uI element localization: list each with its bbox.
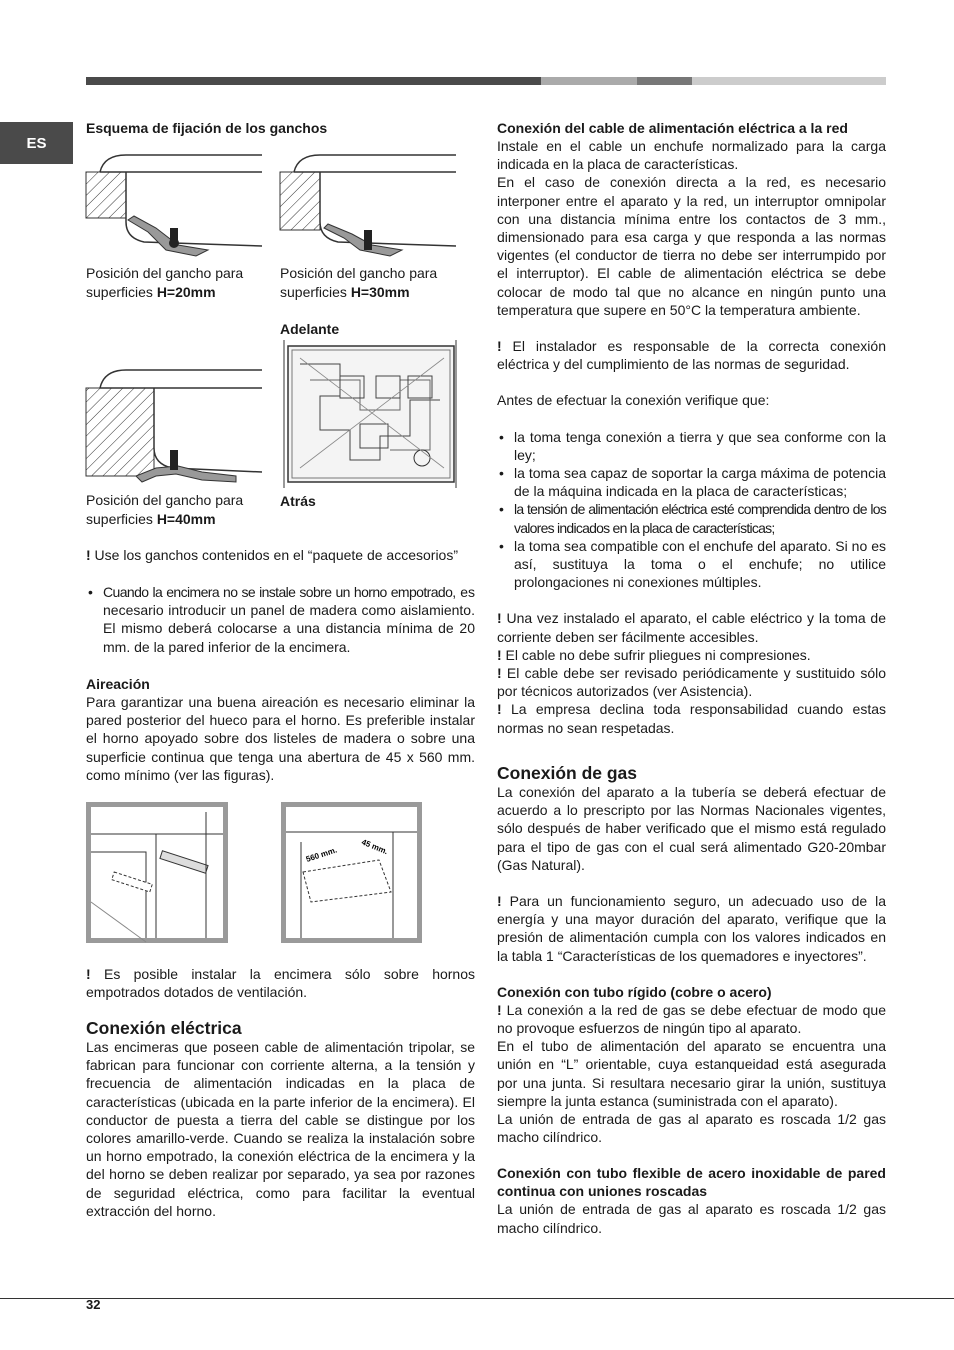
check-item: • la toma sea compatible con el enchufe del aparato. Si no es así, sustituya la toma o el enchufe; no utilice prolongaciones ni conexiones múltiples. [497,537,886,592]
rigid-note: ! La conexión a la red de gas se debe efectuar de modo que no provoque esfuerzos de ningún tipo al aparato. [497,1001,886,1036]
ventilation-section [86,675,475,784]
verify-intro: Antes de efectuar la conexión verifique que: [497,392,770,409]
note-item: ! El cable debe ser revisado periódicamente y sustituido sólo por técnicos autorizados (ver Asistencia). [497,665,886,700]
dimension-45: 45 mm. [360,837,390,857]
front-label: Adelante [280,321,340,337]
note-hooks: ! Use los ganchos contenidos en el “paquete de accesorios” [86,547,459,563]
header-bar-mid [541,77,637,85]
cable-text-2: En el caso de conexión directa a la red, es necesario interponer entre el aparato y la red, un interruptor omnipolar con una distancia mínima entre los contactos de 3 mm., dimensionado para esa carga y que responda a las normas vigentes (el conductor de tierra no debe ser interrumpido por el interruptor). El cable de alimentación eléctrica se debe colocar de modo tal que no alcance en ningún punto una temperatura que supere en 50°C la temperatura ambiente. [497,174,886,318]
right-column [497,119,886,1237]
note-ovens: ! Es posible instalar la encimera sólo sobre hornos empotrados dotados de ventilación. [86,966,475,1001]
electric-text: Las encimeras que poseen cable de alimentación tripolar, se fabrican para funcionar con corriente alterna, a la tensión y frecuencia de alimentación indicadas en la placa de características (ubicada en la parte inferior de la encimera). El conductor de puesta a tierra del cable se distingue por los colores amarillo-verde. Cuando se realiza la instalación sobre un horno empotrado, la conexión eléctrica de la encimera y la del horno se deben realizar por separado, ya sea por razones de seguridad eléctrica, como para facilitar la eventual extracción del horno. [86,1039,475,1219]
note-item: ! El cable no debe sufrir pliegues ni compresiones. [497,646,811,663]
hook-diagram-h40 [86,368,262,486]
cable-title: Conexión del cable de alimentación eléctrica a la red [497,120,848,136]
check-item: • la toma sea capaz de soportar la carga máxima de potencia de la máquina indicada en la placa de características; [497,464,886,500]
note-item: ! La empresa declina toda responsabilidad cuando estas normas no sean respetadas. [497,701,886,736]
footer-rule [0,1298,954,1299]
check-item: • la tensión de alimentación eléctrica esté comprendida dentro de los valores indicados en la placa de características; [497,500,886,536]
language-tab: ES [0,122,73,164]
back-label: Atrás [280,493,316,509]
hook20-caption: Posición del gancho para superficies H=20mm [86,265,244,300]
cable-text-1: Instale en el cable un enchufe normalizado para la carga indicada en la placa de características. [497,138,886,173]
rigid-title: Conexión con tubo rígido (cobre o acero) [497,983,772,1000]
bullet-wood-panel: • Cuando la encimera no se instale sobre un horno empotrado, es necesario introducir un panel de madera como aislamiento. El mismo deberá colocarse a una distancia mínima de 20 mm. de la pared inferior de la encimera. [86,583,475,656]
gas-title: Conexión de gas [497,762,638,783]
header-bar-light [692,77,886,85]
hook40-caption: Posición del gancho para superficies H=40mm [86,492,244,527]
header-bar-accent [637,77,692,85]
header-bar-dark [86,77,541,85]
flex-text: La unión de entrada de gas al aparato es roscada 1/2 gas macho cilíndrico. [497,1201,886,1236]
electric-section [86,1018,475,1220]
gas-text: La conexión del aparato a la tubería se deberá efectuar de acuerdo a lo prescripto por las Normas Nacionales vigentes, sólo después de haber verificado que el mismo está regulado para el tipo de gas con el cual será alimentado G20-20mbar (Gas Natural). [497,783,886,873]
page-number: 32 [86,1297,101,1312]
hob-underside-diagram [280,340,460,488]
electric-title: Conexión eléctrica [86,1018,242,1038]
rigid-text-2: La unión de entrada de gas al aparato es roscada 1/2 gas macho cilíndrico. [497,1110,886,1146]
ventilation-text: Para garantizar una buena aireación es necesario eliminar la pared posterior del hueco para el horno. Es preferible instalar el horno apoyado sobre dos listeles de madera o sobre una superficie continua que tenga una abertura de 45 x 560 mm. como mínimo (ver las figuras). [86,694,475,783]
ventilation-figure-2 [281,802,422,943]
gas-note: ! Para un funcionamiento seguro, un adecuado uso de la energía y una mayor duración del aparato, verifique que la presión de alimentación cumpla con los valores indicados en la tabla 1 “Características de los quemadores e inyectores”. [497,892,886,964]
note-item: ! Una vez instalado el aparato, el cable eléctrico y la toma de corriente deben ser fácilmente accesibles. [497,610,886,645]
check-item: • la toma tenga conexión a tierra y que sea conforme con la ley; [497,428,886,464]
ventilation-title: Aireación [86,676,150,692]
dimension-560: 560 mm. [304,845,339,864]
rigid-text-1: En el tubo de alimentación del aparato se encuentra una unión en “L” orientable, cuya estanqueidad está asegurada por una junta. Si resultara necesario girar la unión, sustituya siempre la junta estanca (suministrada con el aparato). [497,1038,886,1109]
note-installer: ! El instalador es responsable de la correcta conexión eléctrica y del cumplimiento de las normas de seguridad. [497,338,886,373]
hook30-caption: Posición del gancho para superficies H=30mm [280,265,438,300]
ventilation-figure-1 [86,802,228,943]
hook-diagram-h30 [280,150,456,260]
hooks-title: Esquema de fijación de los ganchos [86,120,328,136]
flex-title: Conexión con tubo flexible de acero inoxidable de pared continua con uniones roscadas [497,1165,886,1200]
hook-diagram-h20 [86,150,262,260]
